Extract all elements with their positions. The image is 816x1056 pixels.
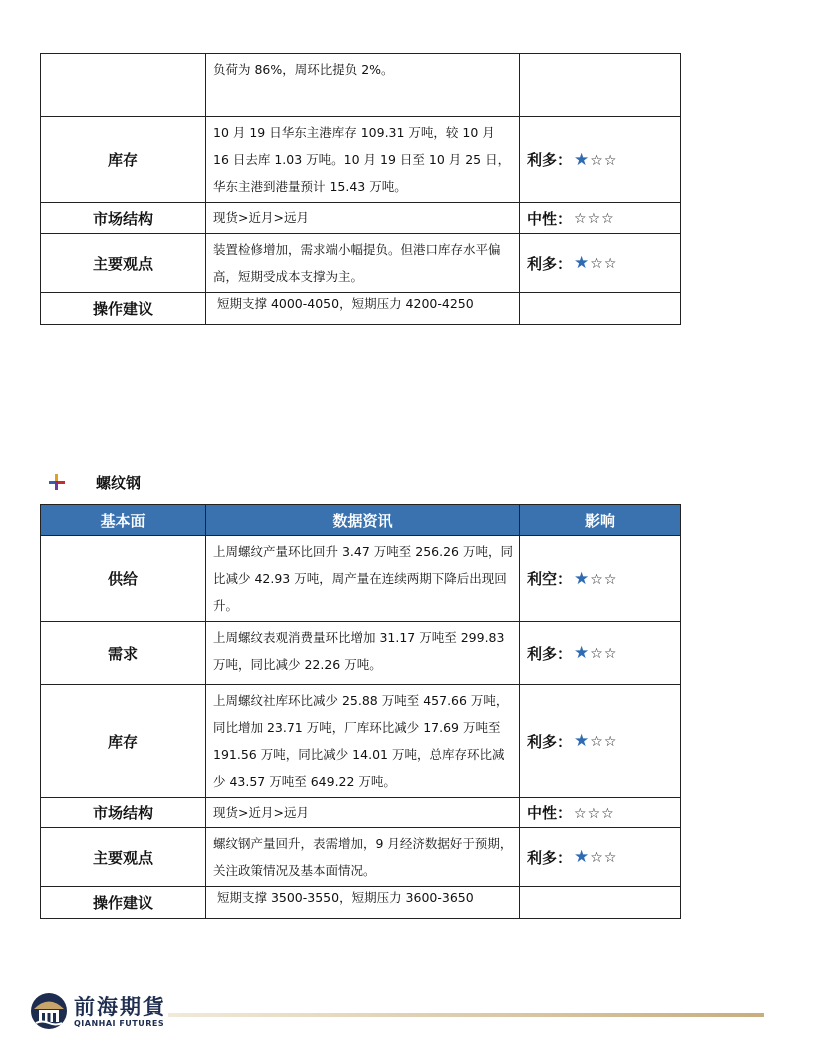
star-empty-icon: ☆ <box>590 734 604 750</box>
impact-rating <box>520 208 680 229</box>
star-filled-icon: ★ <box>574 253 591 273</box>
impact-label: 中性： <box>527 804 573 822</box>
table-row <box>41 622 681 685</box>
star-empty-icon: ☆ <box>603 646 618 662</box>
table-row <box>41 234 681 293</box>
column-header: 数据资讯 <box>206 505 520 536</box>
row-info: 装置检修增加，需求端小幅提负。但港口库存水平偏高，短期受成本支撑为主。 <box>213 242 501 284</box>
table-row <box>41 887 681 919</box>
table-row <box>41 117 681 203</box>
row-info: 现货>近月>远月 <box>213 210 309 225</box>
star-empty-icon: ☆ <box>574 211 588 227</box>
star-empty-icon: ☆ <box>601 211 615 227</box>
star-rating <box>574 731 617 751</box>
table-header-row <box>41 505 681 536</box>
star-empty-icon: ☆ <box>603 256 618 272</box>
star-empty-icon: ☆ <box>587 211 602 227</box>
star-empty-icon: ☆ <box>590 646 604 662</box>
star-filled-icon: ★ <box>574 731 591 751</box>
row-info: 上周螺纹表观消费量环比增加 31.17 万吨至 299.83 万吨，同比减少 22.26 万吨。 <box>213 630 505 672</box>
table-row <box>41 685 681 798</box>
star-empty-icon: ☆ <box>603 734 618 750</box>
section-title: 螺纹钢 <box>96 473 142 492</box>
star-rating <box>574 569 617 589</box>
row-info: 短期支撑 4000-4050，短期压力 4200-4250 <box>213 296 474 311</box>
row-info: 10 月 19 日华东主港库存 109.31 万吨，较 10 月 16 日去库 1.03 万吨。10 月 19 日至 10 月 25 日，华东主港到港量预计 15.43 万吨。 <box>213 125 511 194</box>
column-header: 影响 <box>520 505 681 536</box>
table-row <box>41 536 681 622</box>
star-rating <box>574 150 617 170</box>
impact-rating <box>520 802 680 823</box>
row-info: 负荷为 86%，周环比提负 2%。 <box>213 62 394 77</box>
row-label <box>41 54 206 117</box>
star-empty-icon: ☆ <box>603 152 618 169</box>
impact-rating <box>520 731 680 752</box>
impact-rating <box>520 568 680 589</box>
star-empty-icon: ☆ <box>590 152 604 169</box>
impact-label: 利多： <box>527 732 573 751</box>
row-label: 市场结构 <box>41 798 206 828</box>
row-label: 市场结构 <box>41 203 206 234</box>
star-empty-icon: ☆ <box>590 850 604 866</box>
row-info: 上周螺纹社库环比减少 25.88 万吨至 457.66 万吨，同比增加 23.71 万吨，厂库环比减少 17.69 万吨至 191.56 万吨，同比减少 14.01 万吨，总库存环比减少 43.57 万吨至 649.22 万吨。 <box>213 693 509 789</box>
row-info: 上周螺纹产量环比回升 3.47 万吨至 256.26 万吨，同比减少 42.93 万吨，周产量在连续两期下降后出现回升。 <box>213 544 513 613</box>
impact-label: 利空： <box>527 570 573 588</box>
star-rating <box>574 253 617 273</box>
impact-label: 利多： <box>527 848 573 867</box>
column-header: 基本面 <box>41 505 206 536</box>
star-filled-icon: ★ <box>574 149 591 170</box>
star-filled-icon: ★ <box>574 568 591 589</box>
star-empty-icon: ☆ <box>603 571 618 588</box>
row-label: 操作建议 <box>41 887 206 919</box>
star-rating <box>574 643 617 663</box>
star-rating <box>574 804 615 822</box>
row-label: 需求 <box>41 622 206 685</box>
table-row <box>41 293 681 325</box>
logo-english-name: QIANHAI FUTURES <box>74 1018 165 1028</box>
table-row <box>41 828 681 887</box>
company-logo <box>30 992 166 1030</box>
row-label: 操作建议 <box>41 293 206 325</box>
row-info: 短期支撑 3500-3550，短期压力 3600-3650 <box>213 890 474 905</box>
impact-label: 利多： <box>527 644 573 663</box>
table-rebar <box>40 504 681 919</box>
star-empty-icon: ☆ <box>587 805 602 822</box>
impact-rating <box>520 847 680 868</box>
star-filled-icon: ★ <box>574 847 591 867</box>
wave-emblem-icon <box>30 992 68 1030</box>
star-empty-icon: ☆ <box>601 805 615 822</box>
logo-chinese-name: 前海期貨 <box>74 993 166 1019</box>
diamond-bullet-icon <box>48 473 66 491</box>
star-empty-icon: ☆ <box>590 571 604 588</box>
star-rating <box>574 209 615 227</box>
impact-rating <box>520 253 680 274</box>
footer-divider <box>168 1013 764 1017</box>
row-label: 主要观点 <box>41 234 206 293</box>
star-rating <box>574 847 617 867</box>
star-filled-icon: ★ <box>574 643 591 663</box>
row-info: 现货>近月>远月 <box>213 804 309 820</box>
impact-label: 中性： <box>527 209 573 228</box>
impact-label: 利多： <box>527 254 573 273</box>
row-label: 库存 <box>41 685 206 798</box>
impact-rating <box>520 643 680 664</box>
row-label: 供给 <box>41 536 206 622</box>
star-empty-icon: ☆ <box>603 850 618 866</box>
star-empty-icon: ☆ <box>574 805 588 822</box>
impact-rating <box>520 149 680 170</box>
table-row <box>41 798 681 828</box>
table-row <box>41 54 681 117</box>
star-empty-icon: ☆ <box>590 256 604 272</box>
row-label: 库存 <box>41 117 206 203</box>
row-info: 螺纹钢产量回升，表需增加，9 月经济数据好于预期，关注政策情况及基本面情况。 <box>213 836 513 878</box>
table-row <box>41 203 681 234</box>
table-methanol-continued <box>40 53 681 325</box>
section-heading <box>48 471 141 493</box>
impact-label: 利多： <box>527 151 573 169</box>
row-label: 主要观点 <box>41 828 206 887</box>
